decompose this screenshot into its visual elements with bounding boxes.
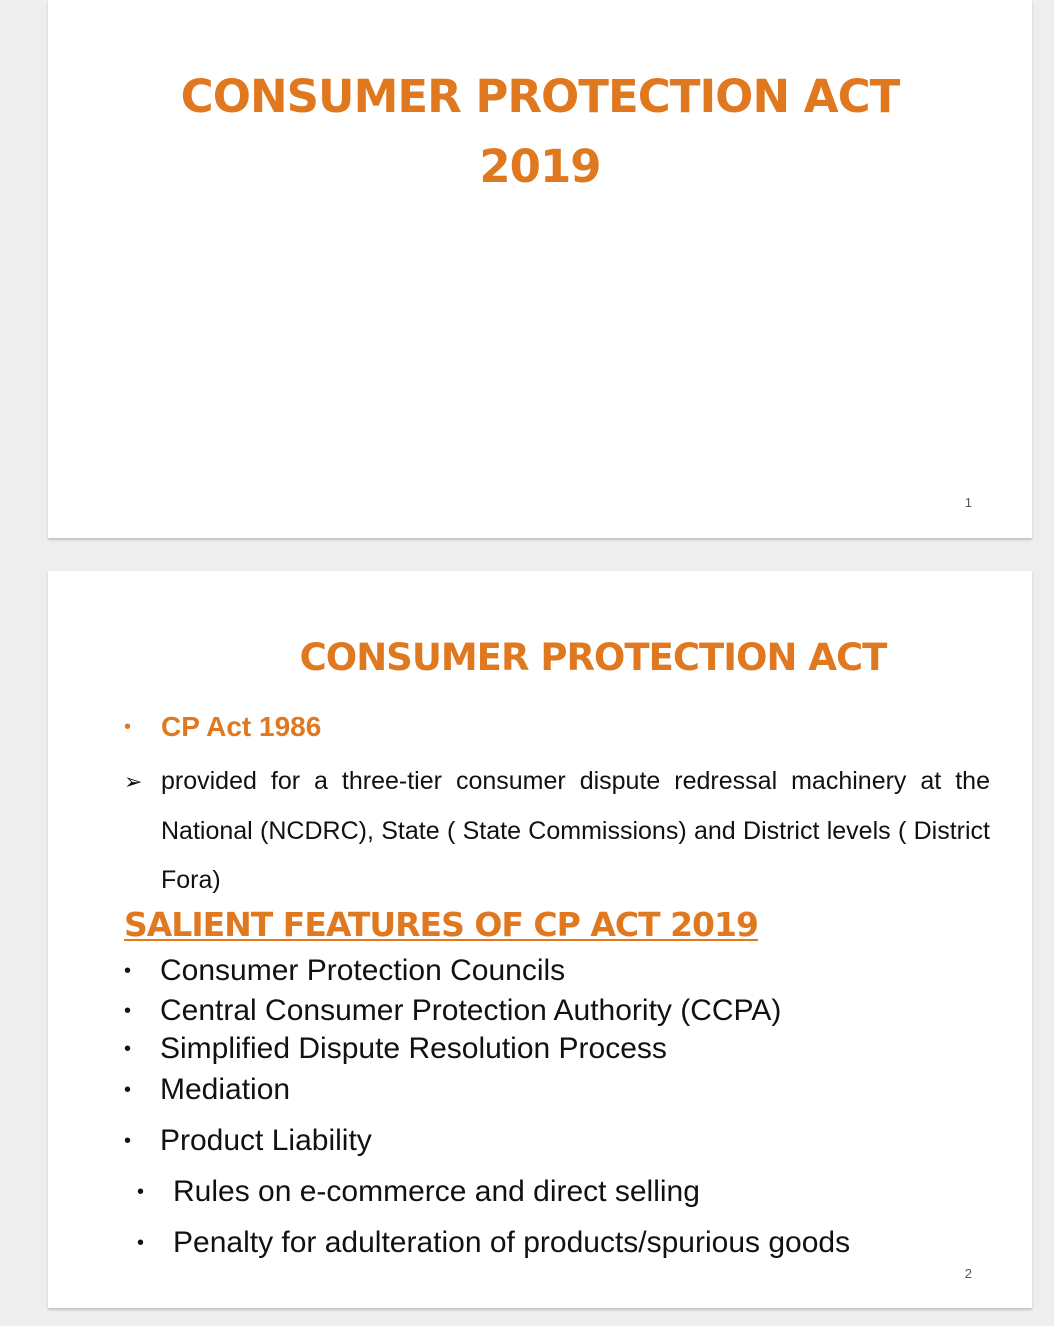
slide-2-title: CONSUMER PROTECTION ACT [299, 636, 887, 679]
feature-text: Simplified Dispute Resolution Process [160, 1032, 667, 1065]
feature-text: Product Liability [160, 1124, 372, 1157]
slide-1-title-line-2: 2019 [479, 140, 601, 193]
feature-item [124, 1029, 667, 1069]
feature-text: Penalty for adulteration of products/spurious goods [173, 1226, 851, 1259]
slide-1-title [48, 62, 1032, 202]
slide-2 [48, 571, 1032, 1308]
cp-act-1986-label: CP Act 1986 [161, 711, 322, 742]
bullet-icon: • [137, 1181, 145, 1203]
salient-features-heading: SALIENT FEATURES OF CP ACT 2019 [124, 905, 758, 944]
bullet-icon: • [124, 960, 132, 982]
bullet-icon: • [124, 1130, 132, 1152]
salient-features-list [48, 571, 1032, 1308]
feature-item [137, 1223, 850, 1263]
arrow-bullet-icon: ➢ [124, 769, 143, 794]
slide-1 [48, 0, 1032, 538]
feature-item [124, 951, 565, 991]
feature-item [124, 1121, 372, 1161]
bullet-icon: • [137, 1232, 145, 1254]
slide-2-page-number: 2 [964, 1266, 972, 1281]
feature-text: Mediation [160, 1073, 291, 1106]
feature-item [124, 991, 781, 1031]
feature-item [124, 1070, 290, 1110]
feature-text: Consumer Protection Councils [160, 954, 566, 987]
bullet-icon: • [124, 1079, 132, 1101]
feature-text: Rules on e-commerce and direct selling [173, 1175, 700, 1208]
slide-1-title-line-1: CONSUMER PROTECTION ACT [180, 70, 900, 123]
bullet-icon: • [124, 716, 132, 738]
bullet-icon: • [124, 1038, 132, 1060]
bullet-icon: • [124, 1000, 132, 1022]
slide-1-page-number: 1 [964, 495, 972, 510]
redressal-machinery-text: provided for a three-tier consumer dispute redressal machinery at the National (NCDRC), State ( State Commissions) and District levels ( District Fora) [161, 767, 990, 894]
feature-text: Central Consumer Protection Authority (CCPA) [160, 994, 782, 1027]
feature-item [137, 1172, 700, 1212]
